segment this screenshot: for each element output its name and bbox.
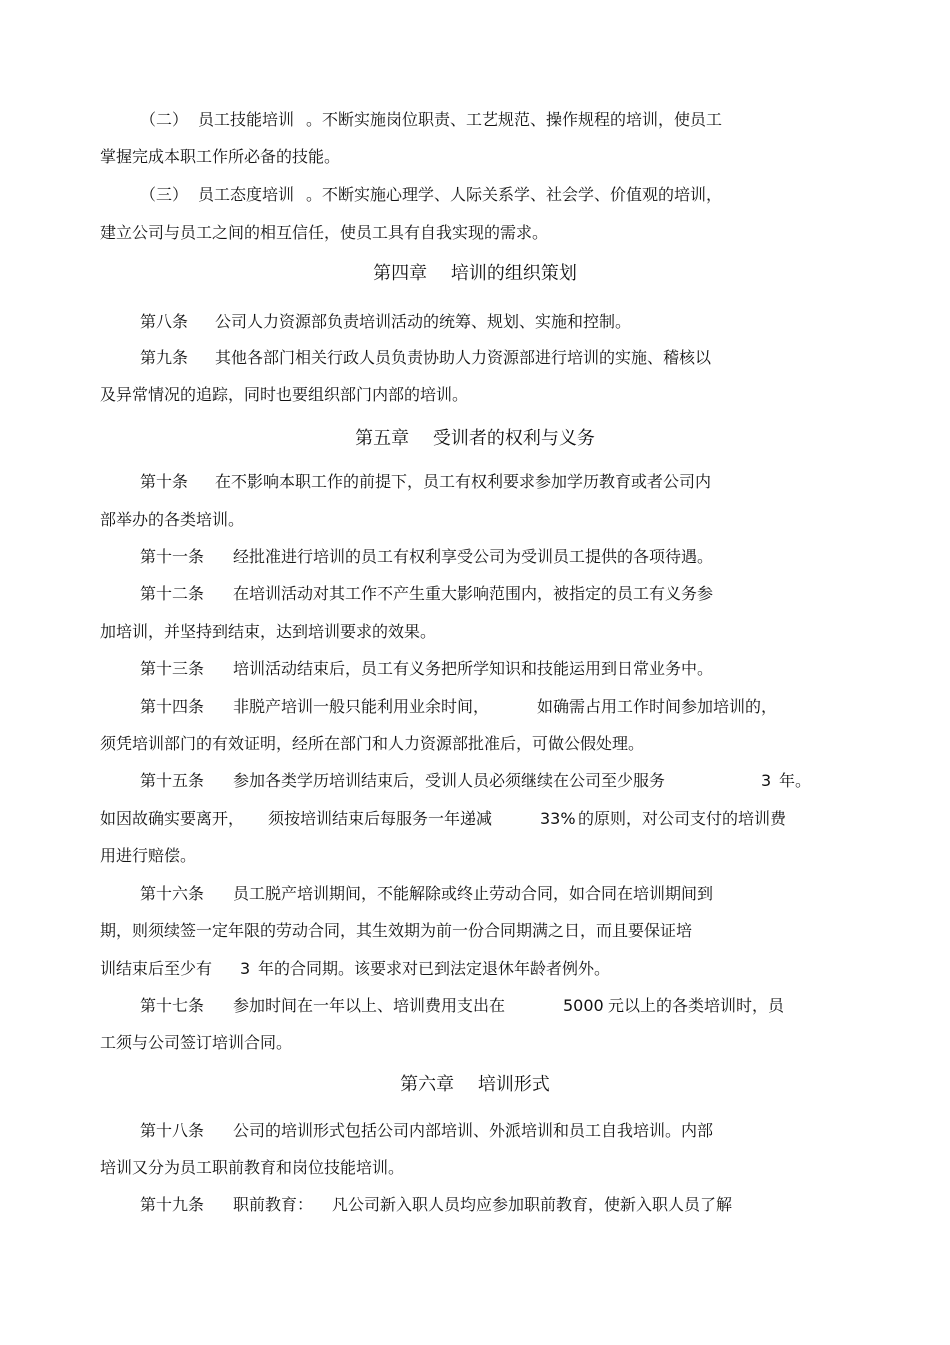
item-title: 员工技能培训: [198, 110, 295, 129]
article-text: 及异常情况的追踪，同时也要组织部门内部的培训。: [100, 385, 469, 404]
article-number: 第八条: [140, 312, 189, 331]
article-text: 公司人力资源部负责培训活动的统筹、规划、实施和控制。: [215, 312, 632, 331]
article-number: 第十条: [140, 472, 189, 491]
article-text: 如因故确实要离开，: [100, 809, 245, 828]
service-years-value: 3: [761, 771, 772, 790]
fee-threshold-value: 5000: [563, 996, 604, 1015]
article-text: 年。: [779, 771, 812, 790]
chapter-5-heading: 第五章 受训者的权利与义务: [355, 428, 595, 449]
article-text: 参加时间在一年以上、培训费用支出在: [233, 996, 506, 1015]
contract-years-value: 3: [240, 959, 251, 978]
chapter-4-heading: 第四章 培训的组织策划: [373, 263, 577, 284]
item-number: （三）: [140, 185, 189, 204]
item-number: （二）: [140, 110, 189, 129]
item-text: 。不断实施岗位职责、工艺规范、操作规程的培训，使员工: [306, 110, 723, 129]
article-text: 员工脱产培训期间，不能解除或终止劳动合同，如合同在培训期间到: [233, 884, 714, 903]
article-text: 在不影响本职工作的前提下，员工有权利要求参加学历教育或者公司内: [215, 472, 712, 491]
article-number: 第十九条: [140, 1195, 205, 1214]
article-number: 第十二条: [140, 584, 205, 603]
article-number: 第十八条: [140, 1121, 205, 1140]
article-text: 培训又分为员工职前教育和岗位技能培训。: [100, 1158, 405, 1177]
article-text: 加培训，并坚持到结束，达到培训要求的效果。: [100, 622, 437, 641]
article-number: 第十五条: [140, 771, 205, 790]
article-text: 元以上的各类培训时，员: [608, 996, 785, 1015]
article-text: 非脱产培训一般只能利用业余时间，: [233, 697, 490, 716]
article-text: 在培训活动对其工作不产生重大影响范围内，被指定的员工有义务参: [233, 584, 714, 603]
item-text: 掌握完成本职工作所必备的技能。: [100, 147, 341, 166]
reduction-percent-value: 33%: [540, 809, 576, 828]
article-text: 年的合同期。该要求对已到法定退休年龄者例外。: [258, 959, 611, 978]
article-text: 须凭培训部门的有效证明，经所在部门和人力资源部批准后，可做公假处理。: [100, 734, 645, 753]
article-text: 的原则，对公司支付的培训费: [578, 809, 787, 828]
article-text: 须按培训结束后每服务一年递减: [268, 809, 493, 828]
article-text: 参加各类学历培训结束后，受训人员必须继续在公司至少服务: [233, 771, 666, 790]
article-text: 培训活动结束后，员工有义务把所学知识和技能运用到日常业务中。: [233, 659, 714, 678]
article-number: 第九条: [140, 348, 189, 367]
article-text: 经批准进行培训的员工有权利享受公司为受训员工提供的各项待遇。: [233, 547, 714, 566]
item-title: 员工态度培训: [198, 185, 295, 204]
chapter-6-heading: 第六章 培训形式: [400, 1074, 550, 1095]
article-text: 部举办的各类培训。: [100, 510, 245, 529]
article-text: 凡公司新入职人员均应参加职前教育，使新入职人员了解: [332, 1195, 733, 1214]
article-text: 公司的培训形式包括公司内部培训、外派培训和员工自我培训。内部: [233, 1121, 714, 1140]
article-text: 工须与公司签订培训合同。: [100, 1033, 293, 1052]
article-text: 如确需占用工作时间参加培训的，: [537, 697, 778, 716]
article-text: 训结束后至少有: [100, 959, 213, 978]
article-text: 用进行赔偿。: [100, 846, 197, 865]
article-number: 第十六条: [140, 884, 205, 903]
article-number: 第十三条: [140, 659, 205, 678]
article-text: 职前教育：: [233, 1195, 314, 1214]
article-number: 第十七条: [140, 996, 205, 1015]
article-text: 其他各部门相关行政人员负责协助人力资源部进行培训的实施、稽核以: [215, 348, 712, 367]
article-number: 第十一条: [140, 547, 205, 566]
item-text: 。不断实施心理学、人际关系学、社会学、价值观的培训，: [306, 185, 723, 204]
item-text: 建立公司与员工之间的相互信任，使员工具有自我实现的需求。: [100, 223, 549, 242]
article-number: 第十四条: [140, 697, 205, 716]
article-text: 期，则须续签一定年限的劳动合同，其生效期为前一份合同期满之日，而且要保证培: [100, 921, 693, 940]
